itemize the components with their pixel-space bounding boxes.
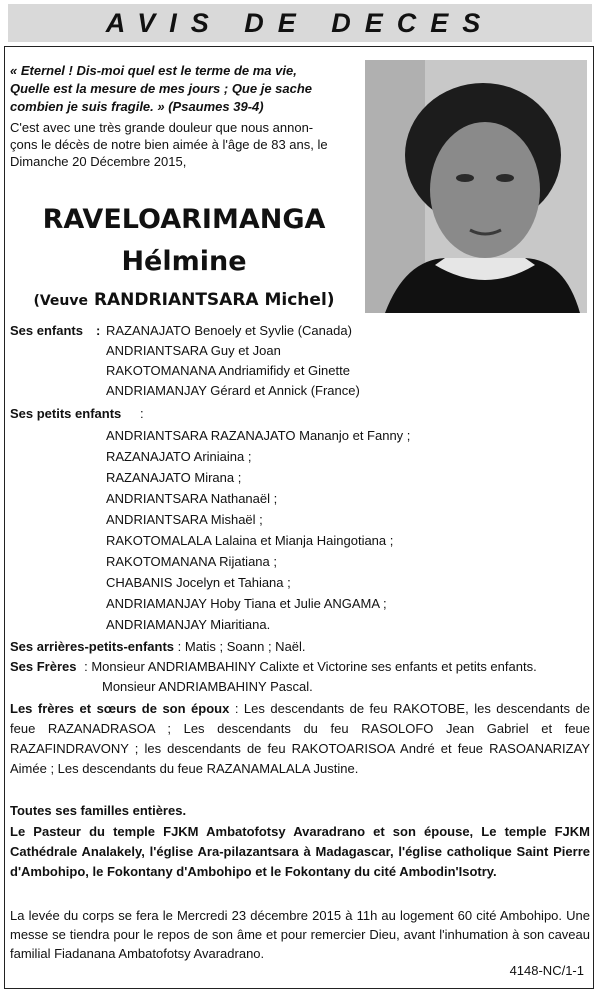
petits-enfants-label: Ses petits enfants (10, 406, 122, 421)
widow-of (8, 288, 360, 313)
reference-code: 4148-NC/1-1 (509, 963, 584, 978)
portrait-photo (365, 60, 587, 313)
list-item: RAZANAJATO Ariniaina ; (106, 449, 252, 464)
arrieres-line (10, 638, 306, 655)
widow-prefix: (Veuve (33, 293, 89, 309)
enfants-label: Ses enfants (10, 323, 83, 338)
list-item: RAKOTOMALALA Lalaina et Mianja Haingotiana ; (106, 533, 394, 548)
header-banner (8, 4, 592, 42)
epoux-family-label: Les frères et sœurs de son époux (10, 701, 230, 716)
page-title: AVIS DE DECES (105, 7, 495, 38)
list-item: ANDRIANTSARA RAZANAJATO Mananjo et Fanny ; (106, 428, 411, 443)
intro-line-2: çons le décès de notre bien aimée à l'âge de 83 ans, le (10, 137, 328, 152)
intro-line-3: Dimanche 20 Décembre 2015, (10, 154, 187, 169)
arrieres-text: : Matis ; Soann ; Naël. (177, 639, 306, 654)
list-item: CHABANIS Jocelyn et Tahiana ; (106, 575, 291, 590)
portrait-photo-icon (365, 60, 587, 313)
list-item: RAKOTOMANANA Andriamifidy et Ginette (106, 363, 350, 378)
deceased-surname: RAVELOARIMANGA (42, 204, 326, 235)
list-item: ANDRIAMANJAY Gérard et Annick (France) (106, 383, 360, 398)
list-item: RAKOTOMANANA Rijatiana ; (106, 554, 277, 569)
quote-line-1: « Eternel ! Dis-moi quel est le terme de ma vie, (10, 63, 297, 78)
list-item: ANDRIANTSARA Mishaël ; (106, 512, 263, 527)
enfants-colon: : (96, 323, 101, 338)
freres-text-1: : Monsieur ANDRIAMBAHINY Calixte et Victorine ses enfants et petits enfants. (84, 659, 537, 674)
list-item: ANDRIANTSARA Guy et Joan (106, 343, 281, 358)
quote-line-3: combien je suis fragile. » (Psaumes 39-4) (10, 99, 264, 114)
familles-line: Toutes ses familles entières. (10, 803, 187, 818)
epoux-family-paragraph (10, 699, 590, 779)
petits-enfants-colon: : (140, 406, 144, 421)
arrieres-label: Ses arrières-petits-enfants (10, 639, 175, 654)
freres-line-1 (10, 658, 537, 675)
list-item: ANDRIANTSARA Nathanaël ; (106, 491, 278, 506)
quote-line-2: Quelle est la mesure de mes jours ; Que je sache (10, 81, 313, 96)
levee-paragraph: La levée du corps se fera le Mercredi 23 décembre 2015 à 11h au logement 60 cité Ambohipo. Une messe se tiendra pour le repos de son âme et pour remercier Dieu, avant l'inhumation à son caveau familial Fiadanana Ambatofotsy Avaradrano. (10, 908, 590, 961)
list-item: RAZANAJATO Mirana ; (106, 470, 242, 485)
intro-line-1: C'est avec une très grande douleur que nous annon- (10, 120, 314, 135)
freres-line-2: Monsieur ANDRIAMBAHINY Pascal. (102, 679, 313, 694)
widow-name: RANDRIANTSARA Michel) (93, 290, 335, 310)
epoux-family-text: : Les descendants de feu RAKOTOBE, les descendants de feue RAZANADRASOA ; Les descendants du feu RASOLOFO Jean Gabriel et feue RAZAFINDRAVONY ; les descendants de feu RAKOTOARISOA André et feue RASOANARIZAY Aimée ; Les descendants du feue RAZANAMALALA Justine. (10, 701, 590, 776)
list-item: ANDRIAMANJAY Hoby Tiana et Julie ANGAMA ; (106, 596, 387, 611)
deceased-firstname: Hélmine (121, 246, 247, 277)
list-item: RAZANAJATO Benoely et Syvlie (Canada) (106, 323, 352, 338)
freres-label: Ses Frères (10, 659, 77, 674)
familles-paragraph: Le Pasteur du temple FJKM Ambatofotsy Avaradrano et son épouse, Le temple FJKM Cathédrale Analakely, l'église Ara-pilazantsara à Madagascar, l'église catholique Saint Pierre d'Ambohipo, le Fokontany d'Ambohipo et le Fokontany du cité Ambodin'Isotry. (10, 824, 590, 879)
list-item: ANDRIAMANJAY Miaritiana. (106, 617, 271, 632)
